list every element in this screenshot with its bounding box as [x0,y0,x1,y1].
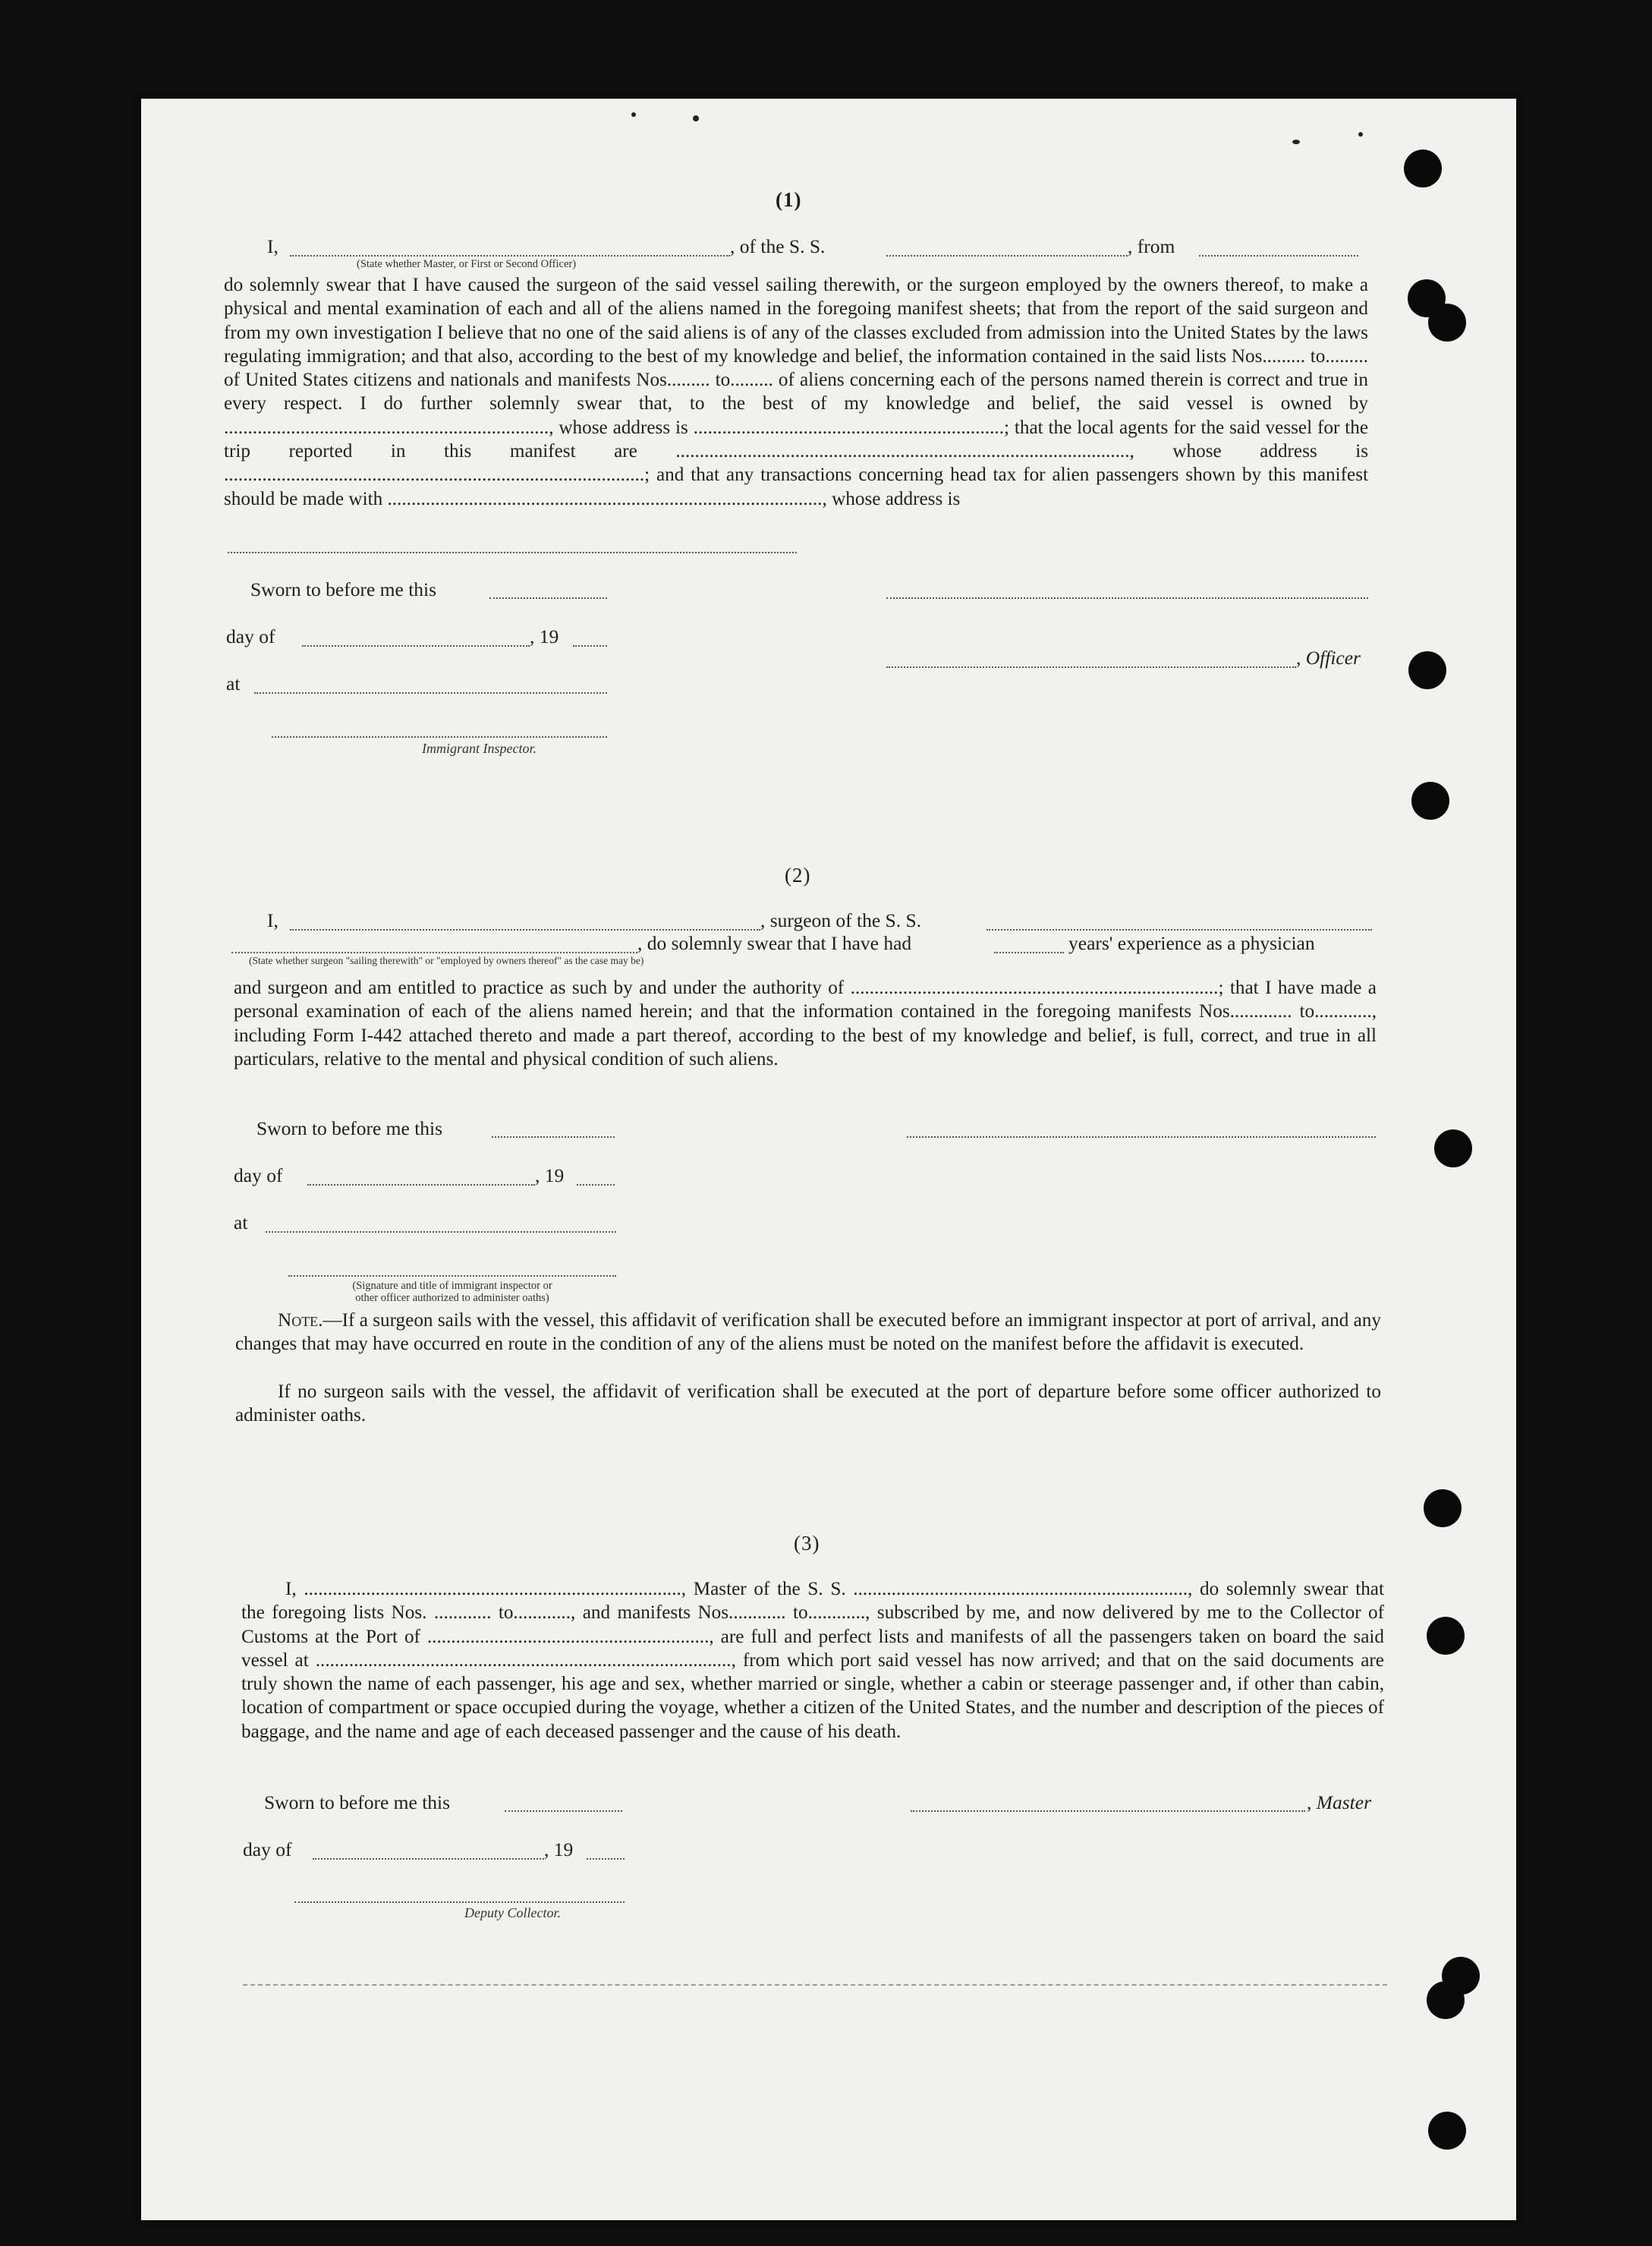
bottom-rule [243,1984,1387,1986]
s2-note-2: If no surgeon sails with the vessel, the affidavit of verification shall be executed at the port of departure before some officer authorized to administer oaths. [235,1381,1381,1426]
s2-at: at [234,1211,248,1233]
s2-sworn: Sworn to before me this [256,1117,443,1139]
s1-ship-blank [886,255,1128,257]
s3-body: I, ..............................................................................., Master of the S. S. ......................................................................, do solemnly swear that the foregoing lists Nos. ............ to............, and manifests Nos............ to............, subscribed by me, and now delivered by me to the Collector of Customs at the Port of ..........................................................., are full and perfect lists and manifests of all the passengers taken on board the said vessel at ......................................................................................., from which port said vessel has now arrived; and that on the said documents are truly shown the name of each passenger, his age and sex, whether married or single, whether a cabin or steerage passenger and, if other than cabin, location of compartment or space occupied during the voyage, whether a citizen of the United States, and the number and description of the pieces of baggage, and the name and age of each deceased passenger and the cause of his death. [241,1579,1384,1742]
s2-note-text: —If a surgeon sails with the vessel, this affidavit of verification shall be executed before an immigrant inspector at port of arrival, and any changes that may have occurred en route in the condition of any of the aliens must be noted on the manifest before the affidavit is executed. [235,1310,1381,1355]
s1-officer: , Officer [1296,647,1361,669]
punch-hole [1428,2112,1466,2150]
s2-at-blank [266,1231,616,1233]
s3-sworn: Sworn to before me this [264,1791,451,1813]
s1-line1-i: I, [267,235,278,257]
s2-day-of: day of [234,1164,283,1186]
s1-inspector: Immigrant Inspector. [422,741,537,756]
punch-hole [1434,1129,1472,1167]
s1-sworn: Sworn to before me this [250,578,437,600]
punch-hole [1404,150,1442,187]
punch-hole [1408,651,1446,689]
s3-sworn-blank [505,1810,622,1812]
s1-line1-from: , from [1128,235,1175,257]
s2-day-blank [307,1184,535,1186]
speck [631,112,636,117]
s2-caption: (State whether surgeon "sailing therewith" or "employed by owners thereof" as the case may be) [249,955,644,966]
s2-note-label: Note. [278,1310,323,1331]
s2-year-blank [577,1184,615,1186]
s1-from-blank [1199,255,1358,257]
s2-body: and surgeon and am entitled to practice as such by and under the authority of .............................................................................; that I have made a personal examination of each of the aliens named herein; and that the information contained in the foregoing manifests Nos............. to............, including Form I-442 attached thereto and made a part thereof, according to the best of my knowledge and belief, is full, correct, and true in all particulars, relative to the mental and physical condition of such aliens. [234,978,1377,1069]
s3-master: , Master [1307,1791,1371,1813]
punch-hole [1411,782,1449,820]
s3-collector: Deputy Collector. [464,1905,561,1920]
s2-sig-caption-2: other officer authorized to administer oaths) [355,1292,549,1304]
s2-nineteen: , 19 [535,1164,565,1186]
section-3-number: (3) [794,1532,820,1555]
s1-body: do solemnly swear that I have caused the surgeon of the said vessel sailing therewith, or the surgeon employed by the owners thereof, to make a physical and mental examination of each and all of the aliens named in the foregoing manifest sheets; that from the report of the said surgeon and from my own investigation I believe that no one of the said aliens is of any of the classes excluded from admission into the United States by the laws regulating immigration; and that also, according to the best of my knowledge and belief, the information contained in the said lists Nos......... to......... of United States citizens and nationals and manifests Nos......... to......... of aliens concerning each of the persons named therein is correct and true in every respect. I do further solemnly swear that, to the best of my knowledge and belief, the said vessel is owned by ...................................................................., whose address is .................................................................; that the local agents for the said vessel for the trip reported in this manifest are ..............................................................................................., whose address is ........................................................................................; and that any transactions concerning head tax for alien passengers shown by this manifest should be made with ..........................................................................................., whose address is [224,275,1368,509]
s3-collector-blank [294,1901,625,1903]
punch-hole [1427,1981,1465,2019]
speck [693,115,699,121]
punch-hole [1427,1617,1465,1655]
speck [1358,132,1363,137]
s2-line2-physician: years' experience as a physician [1068,932,1315,954]
s1-sworn-blank [489,597,607,599]
punch-hole [1428,304,1466,342]
s1-line1-ship: , of the S. S. [730,235,826,257]
s2-ship-blank [986,929,1372,931]
punch-hole [1424,1489,1462,1527]
section-2-number: (2) [785,864,811,887]
s1-name-blank [290,255,730,257]
speck [1292,140,1300,144]
s2-years-blank [994,952,1064,953]
s1-nineteen: , 19 [530,625,559,647]
s2-note [235,1309,1381,1356]
s2-line1-ship: , surgeon of the S. S. [760,909,922,931]
s2-line2-swear: , do solemnly swear that I have had [637,932,912,954]
s1-inspector-blank [272,736,607,738]
s3-day-blank [313,1858,544,1860]
s2-sworn-blank [492,1136,615,1138]
s3-day-of: day of [243,1838,292,1860]
s1-day-blank [302,645,530,647]
section-1-number: (1) [776,188,802,211]
s2-line1-i: I, [267,909,278,931]
s1-at-blank [254,692,607,694]
s3-signature-blank [911,1810,1305,1812]
s1-signature-blank [886,597,1368,599]
s2-inspector-blank [288,1275,616,1277]
s2-sig-caption-1: (Signature and title of immigrant inspector or [352,1280,552,1292]
s2-signature-blank [907,1136,1376,1138]
s3-nineteen: , 19 [544,1838,574,1860]
s1-caption: (State whether Master, or First or Second Officer) [357,258,577,270]
s2-name-blank [290,929,760,931]
s2-status-blank [231,952,637,953]
s1-at: at [226,673,241,695]
s1-day-of: day of [226,625,275,647]
s1-year-blank [573,645,607,647]
s3-year-blank [587,1858,625,1860]
s1-officer-blank [886,666,1296,668]
s1-address-blank [228,552,797,553]
